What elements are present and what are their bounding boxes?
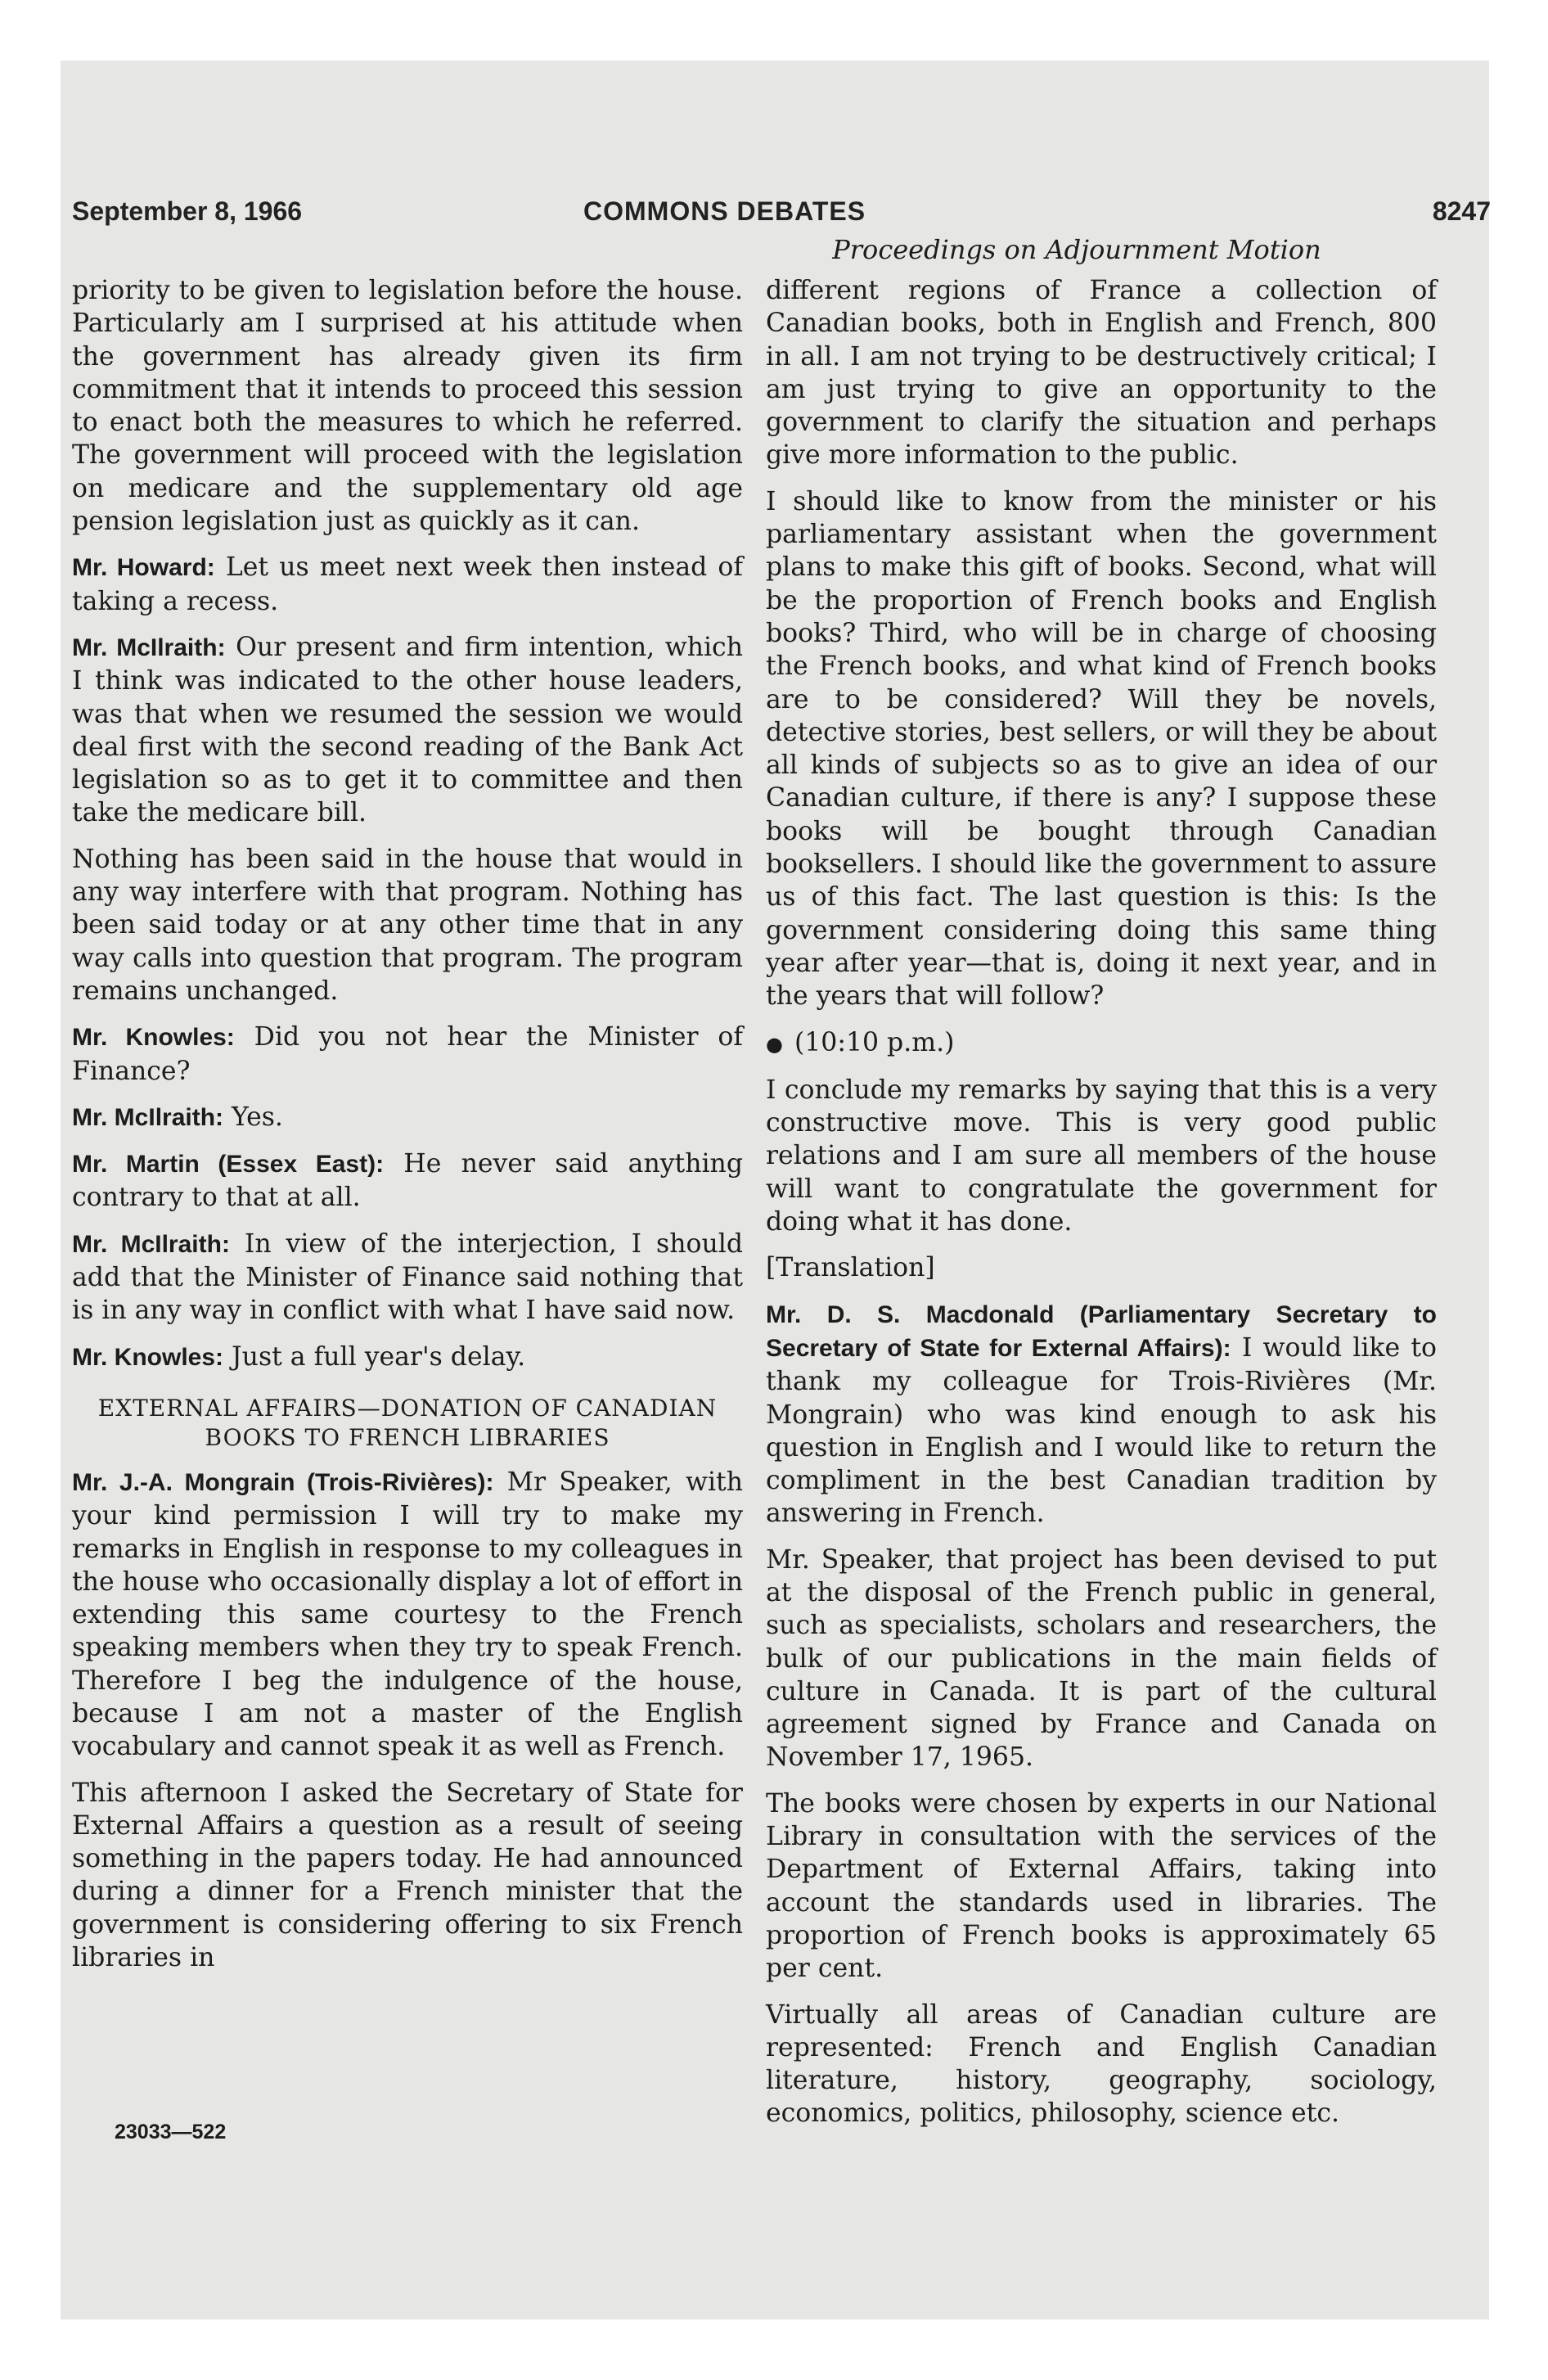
header-title: COMMONS DEBATES bbox=[583, 196, 866, 226]
speaker-name: Mr. McIlraith: bbox=[72, 1103, 224, 1131]
paragraph bbox=[72, 843, 743, 1007]
page-header bbox=[72, 196, 1491, 237]
right-column-paragraphs-after-translation bbox=[766, 1298, 1437, 2130]
paragraph-text: Just a full year's delay. bbox=[232, 1341, 526, 1372]
speaker-name: Mr. Knowles: bbox=[72, 1343, 224, 1371]
right-column-paragraphs-after-time bbox=[766, 1074, 1437, 1238]
section-heading: EXTERNAL AFFAIRS—DONATION OF CANADIAN BOOKS TO FRENCH LIBRARIES bbox=[97, 1394, 718, 1451]
paragraph-text: Mr. Speaker, that project has been devised to put at the disposal of the French public in general, such as specialists, scholars and researchers, the bulk of our publications in the main fields of culture in Canada. It is part of the cultural agreement signed by France and Canada on November 17, 1965. bbox=[766, 1544, 1437, 1773]
bullet-icon: ● bbox=[766, 1032, 783, 1056]
paragraph-text: Nothing has been said in the house that would in any way interfere with that program. Nothing has been said today or at any other time that in any way calls into question that program. The program remains unchanged. bbox=[72, 844, 743, 1006]
paragraph-text: Virtually all areas of Canadian culture are represented: French and English Canadian literature, history, geography, sociology, economics, politics, philosophy, science etc. bbox=[766, 1999, 1437, 2129]
running-head: Proceedings on Adjournment Motion bbox=[832, 234, 1321, 265]
paragraph bbox=[72, 1228, 743, 1327]
footer-code: 23033—522 bbox=[115, 2121, 227, 2143]
paragraph-text: The books were chosen by experts in our National Library in consultation with the services of the Department of External Affairs, taking into account the standards used in libraries. The proportion of French books is approximately 65 per cent. bbox=[766, 1788, 1437, 1984]
speaker-name: Mr. McIlraith: bbox=[72, 1230, 230, 1258]
paragraph bbox=[766, 1999, 1437, 2130]
speaker-name: Mr. McIlraith: bbox=[72, 633, 226, 661]
paragraph bbox=[72, 1466, 743, 1764]
translation-marker: [Translation] bbox=[766, 1253, 935, 1283]
speaker-name: Mr. J.-A. Mongrain (Trois-Rivières): bbox=[72, 1468, 494, 1496]
right-column bbox=[766, 274, 1437, 2143]
speaker-name: Mr. Martin (Essex East): bbox=[72, 1151, 385, 1179]
paragraph bbox=[766, 1074, 1437, 1238]
paragraph-text: Our present and firm intention, which I think was indicated to the other house leaders, was that when we resumed the session we would deal first with the second reading of the Bank Act legislation so as to get it to committee and then take the medicare bill. bbox=[72, 632, 743, 828]
paragraph bbox=[72, 1341, 743, 1374]
left-column-paragraphs bbox=[72, 274, 743, 1374]
paragraph-text: priority to be given to legislation before the house. Particularly am I surprised at his attitude when the government has already given its firm commitment that it intends to proceed this session to enact both the measures to which he referred. The government will proceed with the legislation on medicare and the supplementary old age pension legislation just as quickly as it can. bbox=[72, 276, 743, 537]
paragraph-text: He never said anything contrary to that at all. bbox=[72, 1149, 744, 1213]
timestamp-text: (10:10 p.m.) bbox=[794, 1027, 955, 1057]
paragraph-text: I should like to know from the minister or his parliamentary assistant when the government plans to make this gift of books. Second, what will be the proportion of French books and English books? Third, who will be in charge of choosing the French books, and what kind of French books are to be considered? Will they be novels, detective stories, best sellers, or will they be about all kinds of subjects so as to give an idea of our Canadian culture, if there is any? I suppose these books will be bought through Canadian booksellers. I should like the government to assure us of this fact. The last question is this: Is the government considering doing this same thing year after year—that is, doing it next year, and in the years that will follow? bbox=[766, 486, 1437, 1012]
paragraph bbox=[72, 1021, 743, 1088]
paragraph bbox=[72, 1777, 743, 1975]
paragraph bbox=[766, 1787, 1437, 1986]
paragraph bbox=[72, 274, 743, 538]
paragraph bbox=[766, 1298, 1437, 1530]
paragraph bbox=[766, 485, 1437, 1013]
paragraph-text: I would like to thank my colleague for Trois-Rivières (Mr. Mongrain) who was kind enough to ask his question in English and I would like to return the compliment in the best Canadian tradition by answering in French. bbox=[766, 1332, 1438, 1529]
paragraph-text: Did you not hear the Minister of Finance? bbox=[72, 1022, 743, 1086]
right-column-paragraphs bbox=[766, 274, 1437, 1013]
left-column-paragraphs-after-heading bbox=[72, 1466, 743, 1974]
paragraph bbox=[72, 1101, 743, 1134]
paragraph bbox=[72, 551, 743, 618]
paragraph bbox=[766, 274, 1437, 472]
speaker-name: Mr. Knowles: bbox=[72, 1024, 235, 1052]
left-column bbox=[72, 274, 743, 1987]
paragraph-text: Let us meet next week then instead of taking a recess. bbox=[72, 552, 743, 616]
header-page-number: 8247 bbox=[1432, 196, 1491, 226]
timestamp bbox=[766, 1026, 1437, 1061]
paragraph-text: I conclude my remarks by saying that this is a very constructive move. This is very good public relations and I am sure all members of the house will want to congratulate the government for doing what it has done. bbox=[766, 1075, 1437, 1237]
paragraph-text: Mr Speaker, with your kind permission I will try to make my remarks in English in response to my colleagues in the house who occasionally display a lot of effort in extending this same courtesy to the French speaking members when they try to speak French. Therefore I beg the indulgence of the house, because I am not a master of the English vocabulary and cannot speak it as well as French. bbox=[72, 1467, 743, 1762]
paragraph bbox=[72, 631, 743, 830]
paragraph-text: different regions of France a collection of Canadian books, both in English and French, 800 in all. I am not trying to be destructively critical; I am just trying to give an opportunity to the government to clarify the situation and perhaps give more information to the public. bbox=[766, 276, 1437, 471]
speaker-name: Mr. Howard: bbox=[72, 554, 215, 582]
paragraph bbox=[72, 1147, 743, 1215]
paragraph-text: Yes. bbox=[232, 1102, 283, 1132]
paragraph-text: In view of the interjection, I should add that the Minister of Finance said nothing that is in any way in conflict with what I have said now. bbox=[72, 1228, 743, 1326]
speaker-name: Mr. D. S. Macdonald (Parliamentary Secretary to Secretary of State for External Affairs): bbox=[766, 1300, 1437, 1362]
paragraph bbox=[766, 1544, 1437, 1774]
header-date: September 8, 1966 bbox=[72, 196, 303, 226]
paragraph-text: This afternoon I asked the Secretary of State for External Affairs a question as a result of seeing something in the papers today. He had announced during a dinner for a French minister that the government is considering offering to six French libraries in bbox=[72, 1778, 743, 1973]
